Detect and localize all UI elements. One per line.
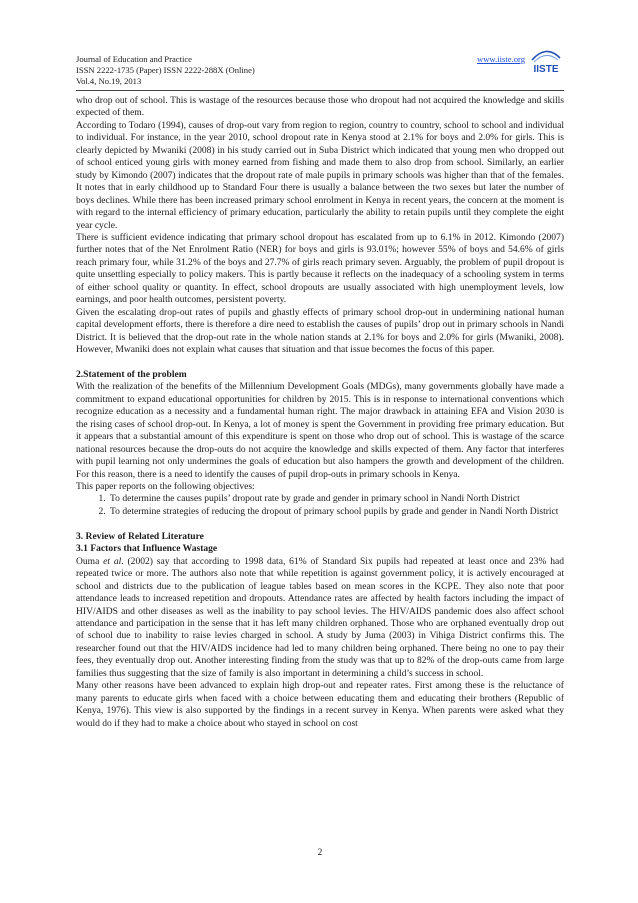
page-number: 2: [317, 848, 323, 858]
paragraph: Many other reasons have been advanced to explain high drop-out and repeater rates. First among these is the reluctance of many parents to educate girls when faced with a choice between educating them and educating their brothers (Republic of Kenya, 1976). This view is also supported by the findings in a recent survey in Kenya. When parents were asked what they would do if they had to make a choice about who stayed in school on cost: [76, 680, 564, 729]
iiste-logo: [528, 48, 564, 78]
section-heading: 3. Review of Related Literature: [76, 530, 204, 542]
paragraph-text: . (2002) say that according to 1998 data, 61% of Standard Six pupils had repeated at least once and 23% had repeated twice or more. The authors also note that while repetition is against government policy, it is actively encouraged at school and districts due to the publication of league tables based on mean scores in the KCPE. They also note that poor attendance leads to increased repetition and dropouts. Attendance rates are affected by health factors including the impact of HIV/AIDS and other diseases as well as the inability to pay school levies. The HIV/AIDS pandemic does also affect school attendance and participation in the sense that it has left many children orphaned. Those who are orphaned eventually drop out of school due to inability to raise levies charged in school. A study by Juma (2003) in Vihiga District confirms this. The researcher found out that the HIV/AIDS incidence had led to many children being orphaned. There being no one to pay their fees, they eventually drop out. Another interesting finding from the study was that up to 82% of the drop-outs came from large families thus suggesting that the size of family is also important in determining a child’s success in school.: [76, 555, 565, 679]
citation-etal: et al: [103, 555, 122, 567]
subsection-heading: 3.1 Factors that Influence Wastage: [76, 543, 218, 555]
volume-line: Vol.4, No.19, 2013: [76, 76, 142, 87]
logo-text: IISTE: [533, 64, 559, 75]
article-body: [76, 95, 564, 730]
objectives-list: [76, 493, 564, 518]
paragraph: According to Todaro (1994), causes of drop-out vary from region to region, country to country, school to school and individual to individual. For instance, in the year 2010, school dropout rate in Kenya stood at 2.1% for boys and 2.0% for girls. This is clearly depicted by Mwaniki (2008) in his study carried out in Suba District which indicated that young men who dropped out of school enticed young girls with money earned from fishing and made them to also drop from school. Similarly, an earlier study by Kimondo (2007) indicates that the dropout rate of male pupils in primary schools was higher than that of the females. It notes that in early childhood up to Standard Four there is usually a balance between the two sexes but later the number of boys declines. While there has been increased primary school enrolment in Kenya in recent years, the concern at the moment is with regard to the internal efficiency of primary education, particularly the ability to retain pupils until they complete the eight year cycle.: [76, 119, 564, 231]
spacer: [76, 518, 564, 530]
issn-line: ISSN 2222-1735 (Paper) ISSN 2222-288X (Online): [76, 65, 255, 76]
journal-url-link[interactable]: www.iiste.org: [477, 54, 525, 64]
paragraph: This paper reports on the following objectives:: [76, 481, 255, 493]
spacer: [76, 357, 564, 369]
journal-name: Journal of Education and Practice: [76, 54, 192, 64]
section-heading: 2.Statement of the problem: [76, 368, 187, 380]
journal-header: [76, 54, 564, 88]
citation-author: Ouma: [76, 555, 104, 567]
paragraph: [76, 556, 564, 681]
paragraph: With the realization of the benefits of the Millennium Development Goals (MDGs), many governments globally have made a commitment to expand educational opportunities for children by 2015. This is in response to international conventions which recognize education as a necessity and a fundamental human right. The major drawback in attaining EFA and Vision 2030 is the rising cases of school drop-out. In Kenya, a lot of money is spent the Government in providing free primary education. But it appears that a substantial amount of this expenditure is spent on those who drop out of school. This is wastage of the scarce national resources because the drop-outs do not acquire the knowledge and skills expected of them. Any factor that interferes with pupil learning not only undermines the goals of education but also hampers the growth and development of the children. For this reason, there is a need to identify the causes of pupil drop-outs in primary schools in Kenya.: [76, 381, 564, 480]
objective-item: 1. To determine the causes pupils’ dropout rate by grade and gender in primary school in Nandi North District: [108, 493, 564, 505]
objective-item: 2. To determine strategies of reducing the dropout of primary school pupils by grade and gender in Nandi North District: [108, 506, 564, 518]
header-divider: [76, 90, 564, 91]
paragraph: Given the escalating drop-out rates of pupils and ghastly effects of primary school drop-out in undermining national human capital development efforts, there is therefore a dire need to establish the causes of pupils’ drop out in primary schools in Nandi District. It is believed that the drop-out rate in the whole nation stands at 2.1% for boys and 2.0% for girls (Mwaniki, 2008). However, Mwaniki does not explain what causes that situation and that issue becomes the focus of this paper.: [76, 306, 564, 356]
paragraph: There is sufficient evidence indicating that primary school dropout has escalated from up to 6.1% in 2012. Kimondo (2007) further notes that of the Net Enrolment Ratio (NER) for boys and girls is 93.01%; however 55% of boys and 54.6% of girls reach primary four, while 31.2% of the boys and 27.7% of girls reach primary seven. Arguably, the problem of pupil dropout is quite unsettling especially to policy makers. This is partly because it reflects on the inadequacy of a schooling system in terms of either school quality or quantity. In effect, school dropouts are usually associated with high unemployment levels, low earnings, and poor health outcomes, persistent poverty.: [76, 231, 564, 306]
paragraph: who drop out of school. This is wastage of the resources because those who dropout had not acquired the knowledge and skills expected of them.: [76, 95, 564, 119]
